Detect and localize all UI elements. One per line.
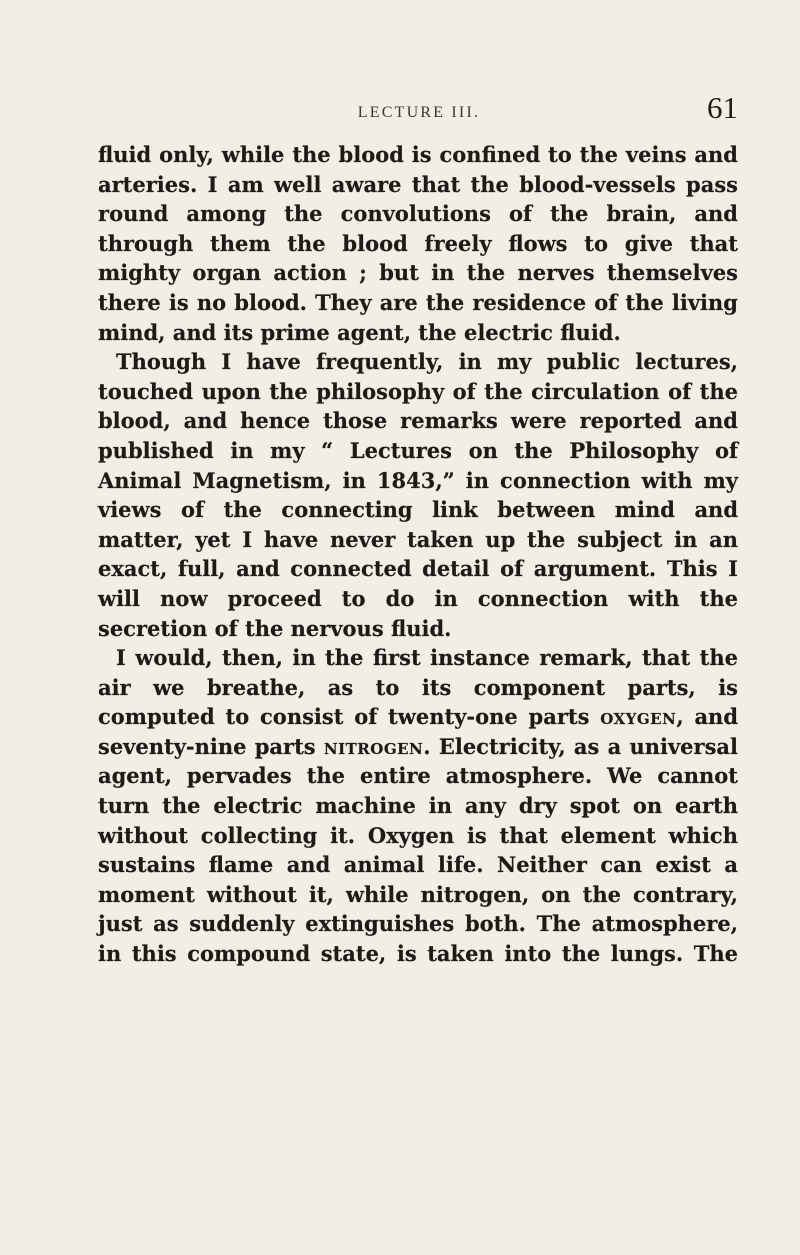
paragraph-3-text-c: . Electricity, as a universal agent, pervades the entire atmosphere. We cannot turn the electric machine in any dry spot on earth without collecting it. Oxygen is that element which sustains flame and animal life. Neither can exist a moment without it, while nitrogen, on the contrary, just as suddenly extinguishes both. The atmosphere, in this compound state, is taken into the lungs. The [98, 733, 739, 967]
page-header [98, 86, 740, 126]
paragraph-3-text-a: I would, then, in the first instance remark, that the air we breathe, as to its component parts, is computed to consist of twenty-one parts [98, 645, 738, 730]
paragraph-3 [98, 643, 738, 969]
paragraph-3-text-b: , and seventy-nine parts [98, 704, 739, 759]
paragraph-2: Though I have frequently, in my public lectures, touched upon the philosophy of the circulation of the blood, and hence those remarks were reported and published in my “ Lectures on the Philosophy of Animal Magnetism, in 1843,” in connection with my views of the connecting link between mind and matter, yet I have never taken up the subject in an exact, full, and connected detail of argument. This I will now proceed to do in connection with the secretion of the nervous fluid. [98, 349, 738, 641]
term-oxygen: oxygen [600, 704, 677, 730]
term-nitrogen: nitrogen [323, 733, 424, 759]
body-text [98, 140, 738, 969]
paragraph-1: fluid only, while the blood is confined to the veins and arteries. I am well aware that the blood-vessels pass round among the convolutions of the brain, and through them the blood freely flows to give that mighty organ action ; but in the nerves themselves there is no blood. They are the residence of the living mind, and its prime agent, the electric fluid. [98, 142, 738, 345]
page-number: 61 [707, 90, 738, 125]
running-head: LECTURE III. [357, 104, 481, 121]
